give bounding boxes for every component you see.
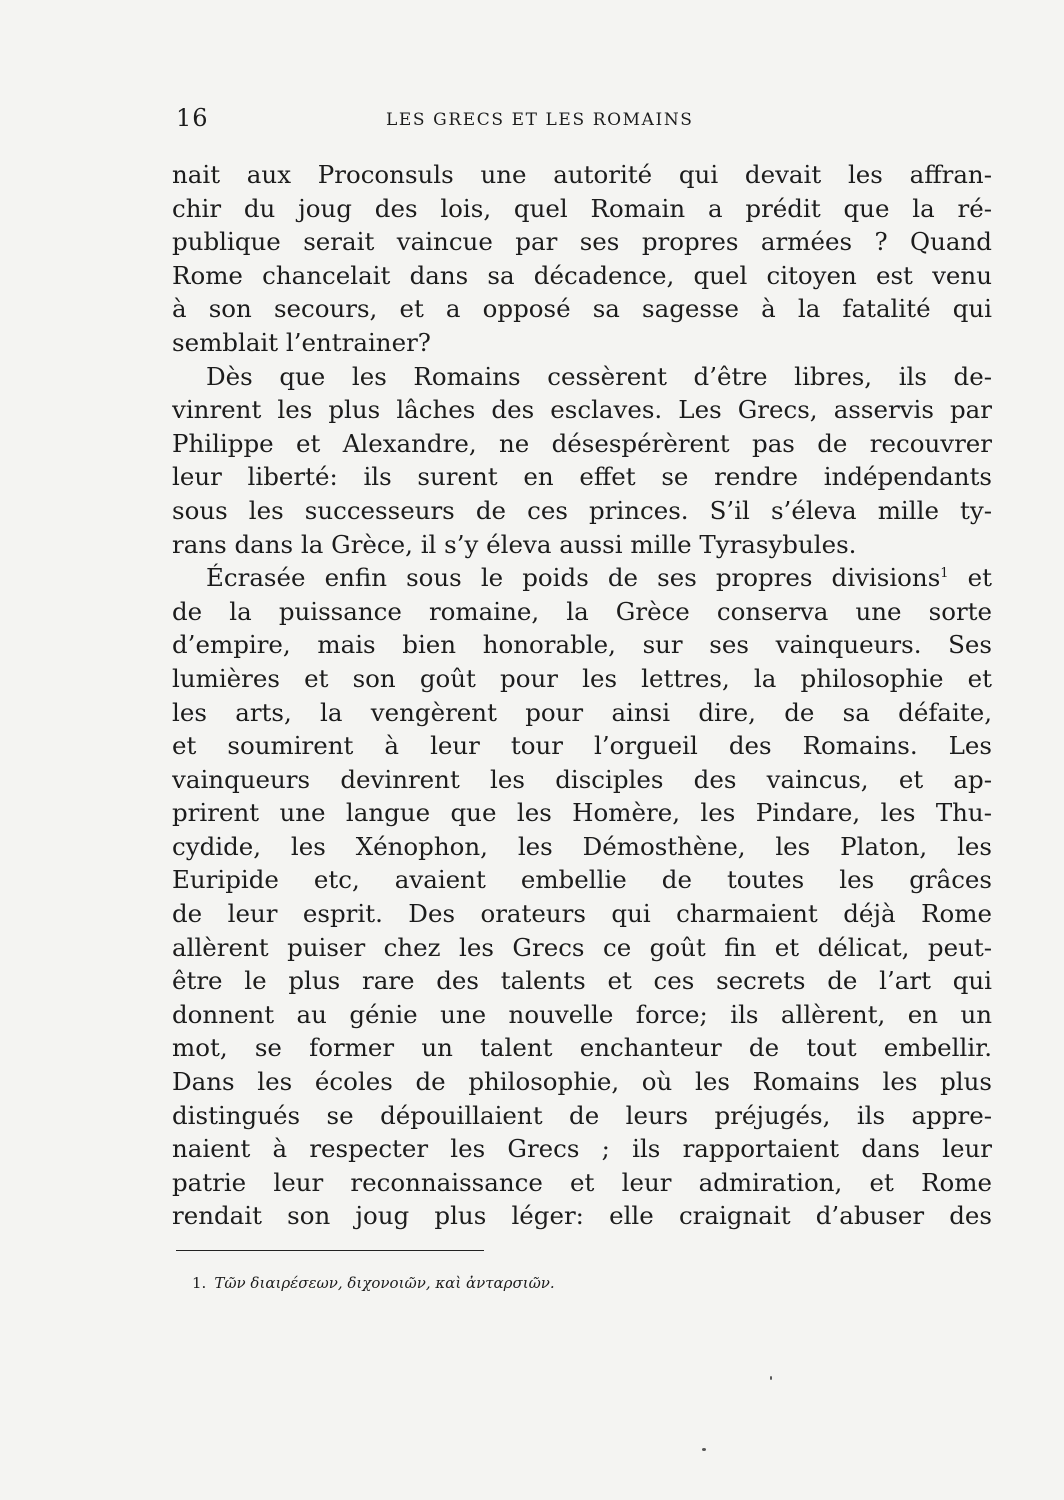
text-line: à son secours, et a opposé sa sagesse à la fatalité qui: [172, 294, 992, 324]
text-line: donnent au génie une nouvelle force; ils allèrent, en un: [172, 999, 992, 1029]
text-line: publique serait vaincue par ses propres armées ? Quand: [172, 227, 992, 257]
text-line: être le plus rare des talents et ces secrets de l’art qui: [172, 966, 992, 996]
text-line: et soumirent à leur tour l’orgueil des Romains. Les: [172, 731, 992, 761]
text-line: nait aux Proconsuls une autorité qui devait les affran-: [172, 160, 992, 189]
footnote: [192, 1274, 555, 1292]
text-line: distingués se dépouillaient de leurs préjugés, ils appre-: [172, 1100, 992, 1130]
text-line: les arts, la vengèrent pour ainsi dire, de sa défaite,: [172, 697, 992, 727]
text-line: rans dans la Grèce, il s’y éleva aussi mille Tyrasybules.: [172, 529, 857, 559]
footnote-reference: 1: [940, 565, 949, 581]
running-title: LES GRECS ET LES ROMAINS: [386, 110, 694, 130]
text-line: de la puissance romaine, la Grèce conserva une sorte: [172, 596, 992, 626]
text-line: Dans les écoles de philosophie, où les Romains les plus: [172, 1067, 992, 1097]
footnote-number: 1.: [192, 1274, 207, 1292]
text-line: sous les successeurs de ces princes. S’il s’éleva mille ty-: [172, 495, 992, 525]
text-segment: et: [948, 563, 992, 593]
text-line: patrie leur reconnaissance et leur admiration, et Rome: [172, 1167, 992, 1197]
text-line: Euripide etc, avaient embellie de toutes les grâces: [172, 865, 992, 895]
text-line: cydide, les Xénophon, les Démosthène, les Platon, les: [172, 831, 992, 861]
footnote-divider: [176, 1250, 484, 1251]
body-text: [172, 158, 992, 1233]
text-line: chir du joug des lois, quel Romain a prédit que la ré-: [172, 193, 992, 223]
footnote-text: Τῶν διαιρέσεων, διχονοιῶν, καὶ ἀνταρσιῶν.: [214, 1274, 555, 1292]
text-line: de leur esprit. Des orateurs qui charmaient déjà Rome: [172, 899, 992, 929]
running-header: [176, 104, 994, 138]
text-line: mot, se former un talent enchanteur de tout embellir.: [172, 1033, 992, 1063]
text-line: allèrent puiser chez les Grecs ce goût fin et délicat, peut-: [172, 932, 992, 962]
text-segment: Écrasée enfin sous le poids de ses propres divisions: [206, 563, 941, 593]
text-line: vinrent les plus lâches des esclaves. Les Grecs, asservis par: [172, 395, 992, 425]
text-line: semblait l’entrainer?: [172, 327, 431, 357]
text-line: vainqueurs devinrent les disciples des vaincus, et ap-: [172, 764, 992, 794]
text-line: leur liberté: ils surent en effet se rendre indépendants: [172, 462, 992, 492]
text-line: prirent une langue que les Homère, les Pindare, les Thu-: [172, 798, 992, 828]
page-number: 16: [176, 104, 209, 132]
text-line: rendait son joug plus léger: elle craignait d’abuser des: [172, 1201, 992, 1231]
text-line: Dès que les Romains cessèrent d’être libres, ils de-: [206, 361, 992, 391]
text-line: Philippe et Alexandre, ne désespérèrent pas de recouvrer: [172, 428, 992, 458]
text-line: d’empire, mais bien honorable, sur ses vainqueurs. Ses: [172, 630, 992, 660]
text-line: naient à respecter les Grecs ; ils rapportaient dans leur: [172, 1134, 992, 1164]
text-line: Rome chancelait dans sa décadence, quel citoyen est venu: [172, 260, 992, 290]
text-line: lumières et son goût pour les lettres, la philosophie et: [172, 663, 992, 693]
print-speck: [770, 1376, 772, 1380]
print-speck: [702, 1448, 706, 1451]
text-line-with-footnote: [172, 561, 992, 595]
